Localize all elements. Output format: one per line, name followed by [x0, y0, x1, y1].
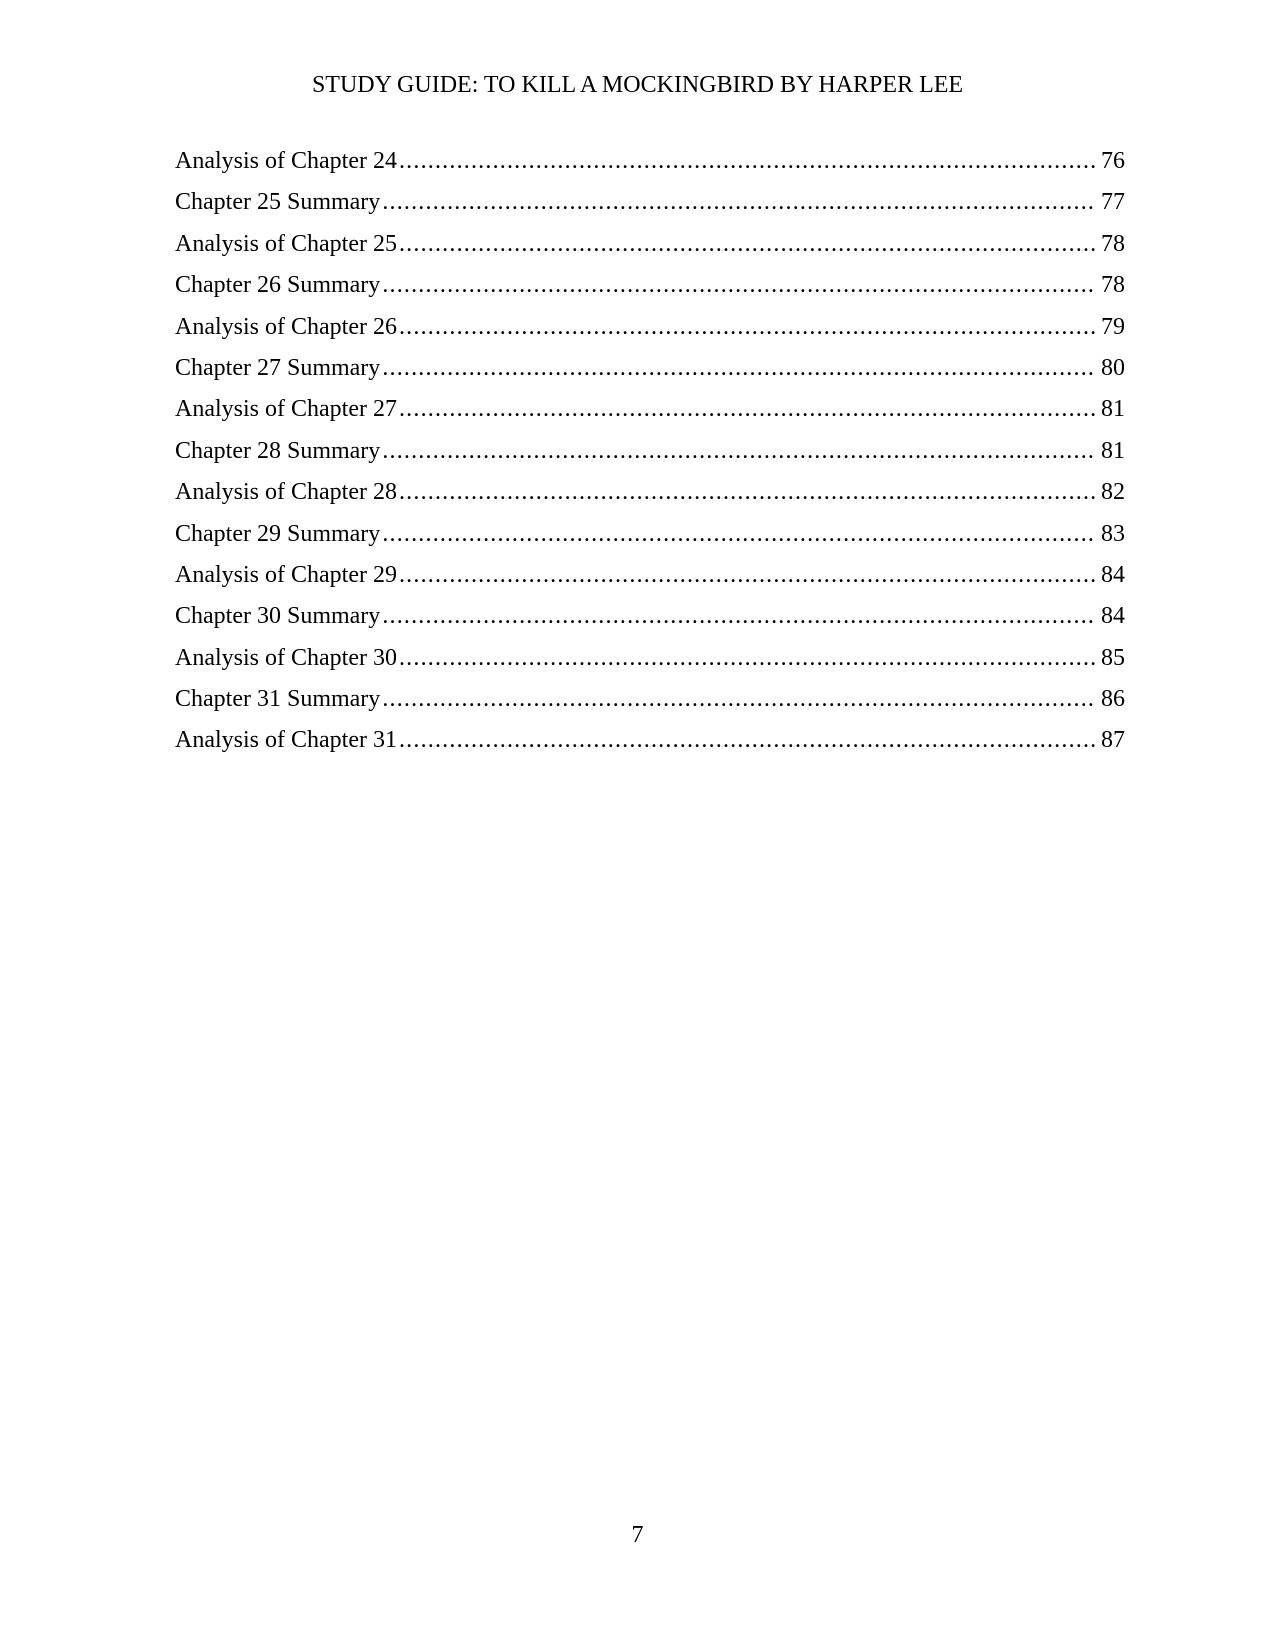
toc-entry[interactable]: [175, 187, 1125, 228]
toc-entry-page: 80: [1101, 354, 1125, 381]
toc-dot-leader: [382, 187, 1095, 217]
toc-entry-page: 84: [1101, 561, 1125, 588]
toc-entry-page: 86: [1101, 686, 1125, 713]
toc-entry-label: Chapter 28 Summary: [175, 437, 381, 464]
toc-entry[interactable]: [175, 601, 1125, 642]
toc-entry[interactable]: [175, 394, 1125, 435]
toc-entry[interactable]: [175, 436, 1125, 477]
toc-entry-label: Analysis of Chapter 26: [175, 313, 397, 340]
toc-entry-label: Chapter 30 Summary: [175, 603, 381, 630]
toc-entry-page: 78: [1101, 272, 1125, 299]
toc-entry[interactable]: [175, 312, 1125, 353]
toc-dot-leader: [399, 560, 1095, 590]
toc-entry[interactable]: [175, 146, 1125, 187]
toc-entry[interactable]: [175, 353, 1125, 394]
toc-entry-label: Analysis of Chapter 31: [175, 727, 397, 754]
table-of-contents: [175, 146, 1125, 767]
toc-entry-page: 78: [1101, 230, 1125, 257]
toc-entry[interactable]: [175, 270, 1125, 311]
toc-dot-leader: [382, 519, 1095, 549]
toc-dot-leader: [382, 270, 1095, 300]
toc-entry-label: Chapter 29 Summary: [175, 520, 381, 547]
toc-entry[interactable]: [175, 519, 1125, 560]
toc-entry-page: 87: [1101, 727, 1125, 754]
toc-entry[interactable]: [175, 725, 1125, 766]
toc-entry-label: Analysis of Chapter 30: [175, 644, 397, 671]
toc-dot-leader: [399, 146, 1095, 176]
toc-entry-label: Analysis of Chapter 27: [175, 396, 397, 423]
toc-entry-label: Chapter 27 Summary: [175, 354, 381, 381]
toc-entry[interactable]: [175, 684, 1125, 725]
toc-dot-leader: [399, 725, 1095, 755]
toc-dot-leader: [399, 229, 1095, 259]
toc-entry-label: Analysis of Chapter 28: [175, 479, 397, 506]
toc-dot-leader: [382, 353, 1095, 383]
running-header: STUDY GUIDE: TO KILL A MOCKINGBIRD BY HARPER LEE: [311, 72, 964, 98]
toc-entry-label: Analysis of Chapter 24: [175, 148, 397, 174]
toc-entry-page: 85: [1101, 644, 1125, 671]
toc-entry[interactable]: [175, 643, 1125, 684]
toc-entry-page: 81: [1101, 396, 1125, 423]
toc-entry-label: Chapter 26 Summary: [175, 272, 381, 299]
toc-dot-leader: [399, 477, 1095, 507]
toc-entry-page: 83: [1101, 520, 1125, 547]
toc-entry-page: 77: [1101, 189, 1125, 216]
toc-dot-leader: [382, 436, 1095, 466]
toc-dot-leader: [382, 601, 1095, 631]
toc-entry[interactable]: [175, 229, 1125, 270]
toc-dot-leader: [399, 312, 1095, 342]
toc-entry-page: 84: [1101, 603, 1125, 630]
toc-entry-page: 76: [1101, 148, 1125, 174]
toc-entry-label: Chapter 25 Summary: [175, 189, 381, 216]
toc-entry-page: 82: [1101, 479, 1125, 506]
toc-dot-leader: [399, 394, 1095, 424]
toc-entry-label: Analysis of Chapter 25: [175, 230, 397, 257]
toc-entry-page: 79: [1101, 313, 1125, 340]
toc-entry-label: Analysis of Chapter 29: [175, 561, 397, 588]
toc-entry-page: 81: [1101, 437, 1125, 464]
toc-entry[interactable]: [175, 560, 1125, 601]
toc-dot-leader: [399, 643, 1095, 673]
page-number: 7: [631, 1522, 644, 1548]
toc-entry[interactable]: [175, 477, 1125, 518]
toc-entry-label: Chapter 31 Summary: [175, 686, 381, 713]
toc-dot-leader: [382, 684, 1095, 714]
